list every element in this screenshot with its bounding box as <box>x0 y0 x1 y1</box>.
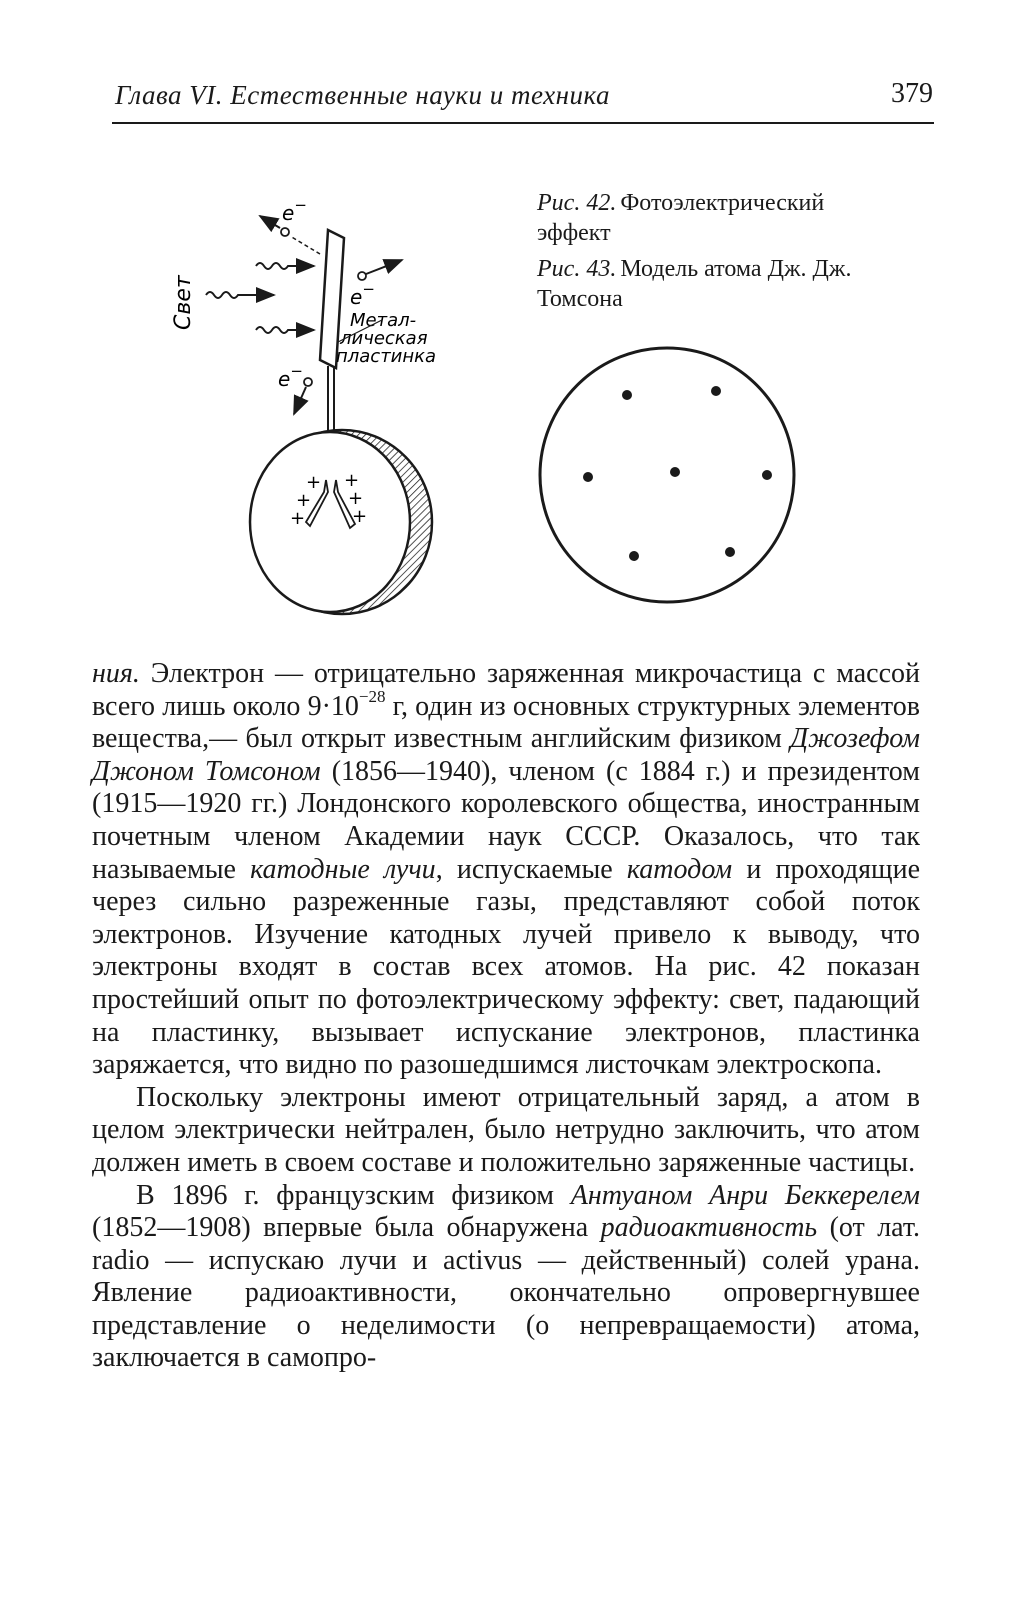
caption-fig43-text: Модель атома Дж. Дж. Томсона <box>537 256 852 312</box>
caption-fig42-label: Рис. 42. <box>537 190 617 216</box>
plus-sign: + <box>290 508 306 529</box>
electron-arrow-bottom <box>294 387 306 414</box>
plus-sign: + <box>344 470 360 491</box>
figure-captions <box>537 188 857 320</box>
electron-dot <box>762 470 772 480</box>
plus-sign: + <box>306 472 322 493</box>
plus-sign: + <box>348 488 364 509</box>
plus-sign: + <box>296 490 312 511</box>
paragraph-1: ния. Электрон — отрицательно заряженная микрочастица с массой всего лишь около $9\cdot 10^{-28}$ г, один из основных структурных элементов вещества,— был открыт известным английским физиком Джозефом Джоном Томсоном (1856—1940), членом (с 1884 г.) и президентом (1915—1920 гг.) Лондонского королевского общества, иностранным почетным членом Академии наук СССР. Оказалось, что так называемые катодные лучи, испускаемые катодом и проходящие через сильно разреженные газы, представляют собой поток электронов. Изучение катодных лучей привело к выводу, что электроны входят в состав всех атомов. На рис. 42 показан простейший опыт по фотоэлектрическому эффекту: свет, падающий на пластинку, вызывает испускание электронов, пластинка заряжается, что видно по разошедшимся листочкам электроскопа. <box>92 658 921 1081</box>
electron-label-top: e− <box>282 196 307 225</box>
light-wave-3 <box>256 327 314 333</box>
electron-label-right: e− <box>350 280 375 309</box>
plate-label-line3: пластинка <box>336 346 437 367</box>
caption-fig42-text: Фотоэлектрический эффект <box>537 190 825 246</box>
photoelectric-effect-figure <box>160 180 520 640</box>
caption-fig43 <box>537 254 857 314</box>
body-text <box>92 658 920 1375</box>
electroscope-face <box>250 432 410 612</box>
running-header <box>115 78 933 118</box>
electron-right <box>358 272 366 280</box>
chapter-title: Глава VI. Естественные науки и техника <box>115 80 611 110</box>
light-wave-1 <box>256 263 314 269</box>
plus-sign: + <box>352 506 368 527</box>
plate-label-line2: лическая <box>340 328 428 349</box>
header-rule <box>112 122 934 124</box>
electron-dot <box>711 386 721 396</box>
light-label: Свет <box>171 275 196 330</box>
electron-dot <box>629 551 639 561</box>
caption-fig43-label: Рис. 43. <box>537 256 617 282</box>
electron-dot <box>670 467 680 477</box>
electron-path-top <box>290 236 320 254</box>
electron-dot <box>725 547 735 557</box>
caption-fig42 <box>537 188 857 248</box>
paragraph-3: В 1896 г. французским физиком Антуаном Анри Беккерелем (1852—1908) впервые была обнаружена радиоактивность (от лат. radio — испускаю лучи и activus — действенный) солей урана. Явление радиоактивности, окончательно опровергнувшее представление о неделимости (о непревращаемости) атома, заключается в самопро- <box>92 1179 921 1374</box>
electron-label-bottom: e− <box>278 362 303 391</box>
electron-bottom <box>304 378 312 386</box>
electron-dot <box>622 390 632 400</box>
electron-arrow-right <box>366 260 402 274</box>
electron-arrow-top <box>260 216 280 228</box>
atom-circle <box>540 348 794 602</box>
thomson-atom-figure <box>530 330 800 620</box>
electron-top <box>281 228 289 236</box>
electron-dot <box>583 472 593 482</box>
paragraph-2: Поскольку электроны имеют отрицательный заряд, а атом в целом электрически нейтрален, было нетрудно заключить, что атом должен иметь в своем составе и положительно заряженные частицы. <box>92 1081 920 1178</box>
light-wave-2 <box>206 292 274 298</box>
page-number: 379 <box>891 78 933 109</box>
plate-label-line1: Метал- <box>350 310 417 331</box>
